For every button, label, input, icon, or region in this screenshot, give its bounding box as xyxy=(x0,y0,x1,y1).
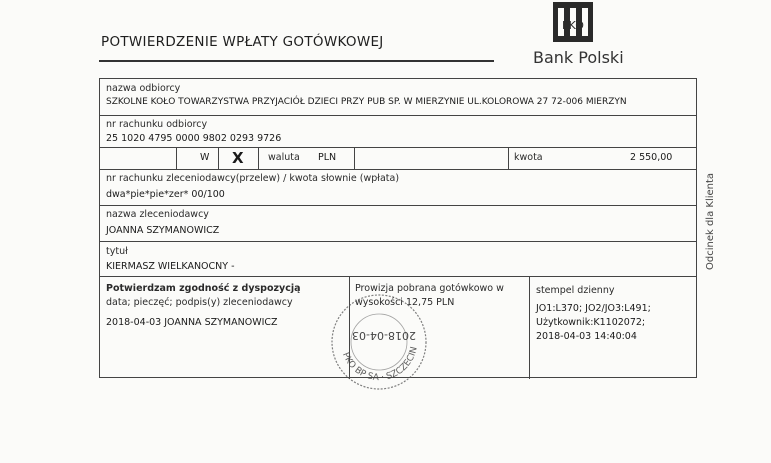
sender-name-value: JOANNA SZYMANOWICZ xyxy=(106,225,220,236)
bank-logo xyxy=(545,2,601,48)
cell-divider xyxy=(218,147,219,169)
amount-words: dwa*pie*pie*zer* 00/100 xyxy=(106,189,225,200)
amount-label: kwota xyxy=(514,152,543,163)
currency-label: waluta xyxy=(268,152,300,163)
divider xyxy=(100,241,696,242)
sender-name-label: nazwa zleceniodawcy xyxy=(106,209,209,220)
round-bank-stamp xyxy=(327,290,431,394)
title-value: KIERMASZ WIELKANOCNY - xyxy=(106,261,235,272)
currency-value: PLN xyxy=(318,152,337,163)
cell-divider xyxy=(508,147,509,169)
confirm-value: 2018-04-03 JOANNA SZYMANOWICZ xyxy=(106,317,278,328)
divider xyxy=(100,115,696,116)
recipient-value: SZKOLNE KOŁO TOWARZYSTWA PRZYJACIÓŁ DZIECI PRZY PUB SP. W MIERZYNIE UL.KOLOROWA 27 72-006 MIERZYN xyxy=(106,97,627,107)
document-title: POTWIERDZENIE WPŁATY GOTÓWKOWEJ xyxy=(101,34,384,50)
divider xyxy=(100,147,696,148)
cell-divider xyxy=(529,276,530,379)
sender-account-label: nr rachunku zleceniodawcy(przelew) / kwota słownie (wpłata) xyxy=(106,173,400,184)
divider xyxy=(100,205,696,206)
stamp-line3: 2018-04-03 14:40:04 xyxy=(536,331,637,342)
account-value: 25 1020 4795 0000 9802 0293 9726 xyxy=(106,133,282,144)
side-label: Odcinek dla Klienta xyxy=(705,172,716,270)
recipient-label: nazwa odbiorcy xyxy=(106,83,181,94)
stamp-label: stempel dzienny xyxy=(536,285,615,296)
divider xyxy=(100,276,696,277)
account-label: nr rachunku odbiorcy xyxy=(106,119,208,130)
title-label: tytuł xyxy=(106,246,128,257)
bank-name: Bank Polski xyxy=(533,48,624,67)
amount-value: 2 550,00 xyxy=(630,152,673,163)
stamp-line2: Użytkownik:K1102072; xyxy=(536,317,646,328)
stamp-line1: JO1:L370; JO2/JO3:L491; xyxy=(536,303,651,314)
confirm-line1: Potwierdzam zgodność z dyspozycją xyxy=(106,283,301,294)
cell-divider xyxy=(176,147,177,169)
stamp-ring-text: PKO BP SA · SZCZECIN xyxy=(339,345,420,384)
fee-line2: wysokości 12,75 PLN xyxy=(355,297,455,308)
fee-line1: Prowizja pobrana gotówkowo w xyxy=(355,283,504,294)
bank-logo-text: PKO xyxy=(562,19,584,32)
cell-divider xyxy=(258,147,259,169)
stamp-date: 2018-04-03 xyxy=(352,329,416,342)
divider xyxy=(100,169,696,170)
w-label: W xyxy=(200,152,210,163)
cell-divider xyxy=(354,147,355,169)
confirm-line2: data; pieczęć; podpis(y) zleceniodawcy xyxy=(106,297,293,308)
title-underline xyxy=(99,60,494,62)
x-mark: X xyxy=(232,149,244,167)
